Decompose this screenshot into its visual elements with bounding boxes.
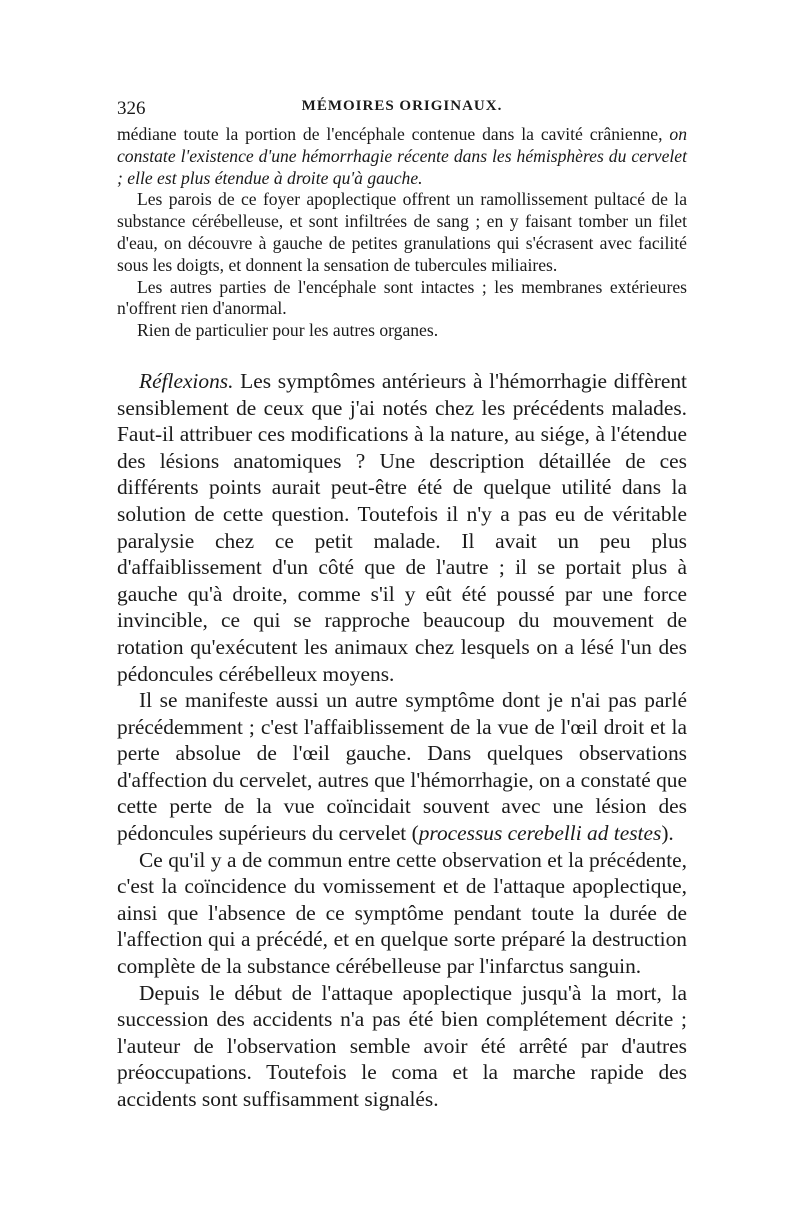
reflexions-paragraph-2: Il se manifeste aussi un autre symptôme dont je n'ai pas parlé précédemment ; c'est l'affaiblissement de la vue de l'œil droit et la perte absolue de l'œil gauche. Dans quelques observations d'affection du cervelet, autres que l'hémorrhagie, on a constaté que cette perte de la vue coïncidait souvent avec une lésion des pédoncules supérieurs du cervelet (processus cerebelli ad testes). (117, 688, 687, 846)
observation-paragraph-2: Les parois de ce foyer apoplectique offrent un ramollissement pultacé de la substance cérébelleuse, et sont infiltrées de sang ; en y faisant tomber un filet d'eau, on découvre à gauche de petites granulations qui s'écrasent avec facilité sous les doigts, et donnent la sensation de tubercules miliaires. (117, 189, 687, 275)
book-page (117, 98, 687, 1113)
latin-term: processus cerebelli ad testes (418, 821, 662, 846)
running-title: MÉMOIRES ORIGINAUX. (301, 98, 503, 114)
reflexions-label: Réflexions. (139, 368, 234, 393)
reflexions-paragraph-3: Ce qu'il y a de commun entre cette observation et la précédente, c'est la coïncidence du vomissement et de l'attaque apoplectique, ainsi que l'absence de ce symptôme pendant toute la durée de l'affection qui a précédé, et en quelque sorte préparé la destruction complète de la substance cérébelleuse par l'infarctus sanguin. (117, 847, 687, 979)
italic-finding: on constate l'existence d'une hémorrhagie récente dans les hémisphères du cervelet ; elle est plus étendue à droite qu'à gauche. (117, 124, 687, 188)
observation-paragraph-1: médiane toute la portion de l'encéphale contenue dans la cavité crânienne, on constate l'existence d'une hémorrhagie récente dans les hémisphères du cervelet ; elle est plus étendue à droite qu'à gauche. (117, 124, 687, 188)
reflexions-paragraph-4: Depuis le début de l'attaque apoplectique jusqu'à la mort, la succession des accidents n'a pas été bien complétement décrite ; l'auteur de l'observation semble avoir été arrêté par d'autres préoccupations. Toutefois le coma et la marche rapide des accidents sont suffisamment signalés. (117, 980, 687, 1111)
page-number: 326 (117, 98, 146, 119)
section-gap (117, 342, 687, 368)
reflexions-paragraph-1: Réflexions. Les symptômes antérieurs à l'hémorrhagie diffèrent sensiblement de ceux que j'ai notés chez les précédents malades. Faut-il attribuer ces modifications à la nature, au siége, à l'étendue des lésions anatomiques ? Une description détaillée de ces différents points aurait peut-être été de quelque utilité dans la solution de cette question. Toutefois il n'y a pas eu de véritable paralysie chez ce petit malade. Il avait un peu plus d'affaiblissement d'un côté que de l'autre ; il se portait plus à gauche qu'à droite, comme s'il y eût été poussé par une force invincible, ce qui se rapproche beaucoup du mouvement de rotation qu'exécutent les animaux chez lesquels on a lésé l'un des pédoncules cérébelleux moyens. (117, 368, 687, 686)
observation-paragraph-3: Les autres parties de l'encéphale sont intactes ; les membranes extérieures n'offrent rien d'anormal. (117, 276, 687, 319)
page-header (117, 98, 687, 124)
observation-paragraph-4: Rien de particulier pour les autres organes. (137, 320, 439, 341)
